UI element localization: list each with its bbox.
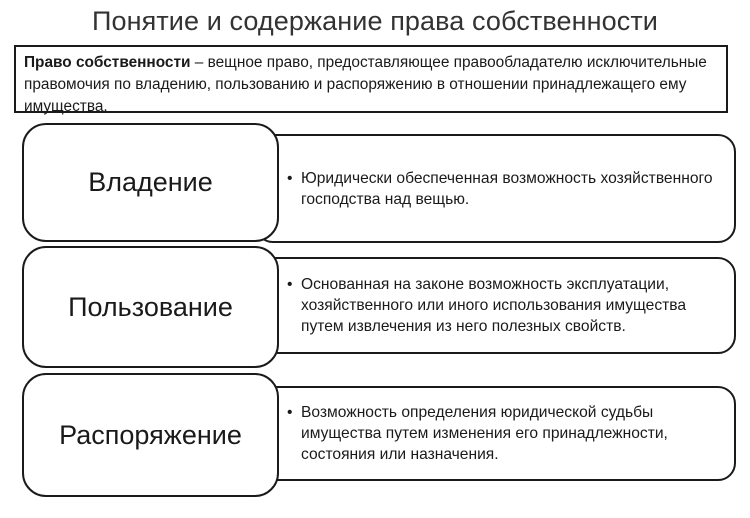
term-disposal: Распоряжение: [59, 419, 242, 450]
description-use: Основанная на законе возможность эксплуатации, хозяйственного или иного использования имущества путем извлечения из него полезных свойств.: [301, 276, 687, 335]
term-box-possession: [22, 123, 279, 242]
bullet-icon: •: [287, 169, 293, 187]
term-box-disposal: [22, 373, 279, 497]
term-box-use: [22, 246, 279, 368]
term-possession: Владение: [88, 167, 213, 197]
bullet-icon: •: [287, 404, 293, 421]
definition-term: Право собственности: [24, 54, 191, 71]
definition-text: – вещное право, предоставляющее правообладателю исключительные правомочия по владению, пользованию и распоряжению в отношении принадлежащего ему имущества.: [24, 54, 707, 115]
diagram-title: Понятие и содержание права собственности: [91, 6, 658, 36]
description-disposal: Возможность определения юридической судьбы имущества путем изменения его принадлежности, состояния или назначения.: [301, 404, 668, 463]
definition-box: [14, 45, 728, 113]
description-box-possession: [255, 134, 736, 243]
description-box-disposal: [255, 386, 736, 481]
term-use: Пользование: [68, 291, 233, 322]
description-box-use: [255, 257, 736, 354]
bullet-icon: •: [287, 276, 293, 293]
description-possession: Юридически обеспеченная возможность хозяйственного господства над вещью.: [301, 169, 713, 208]
